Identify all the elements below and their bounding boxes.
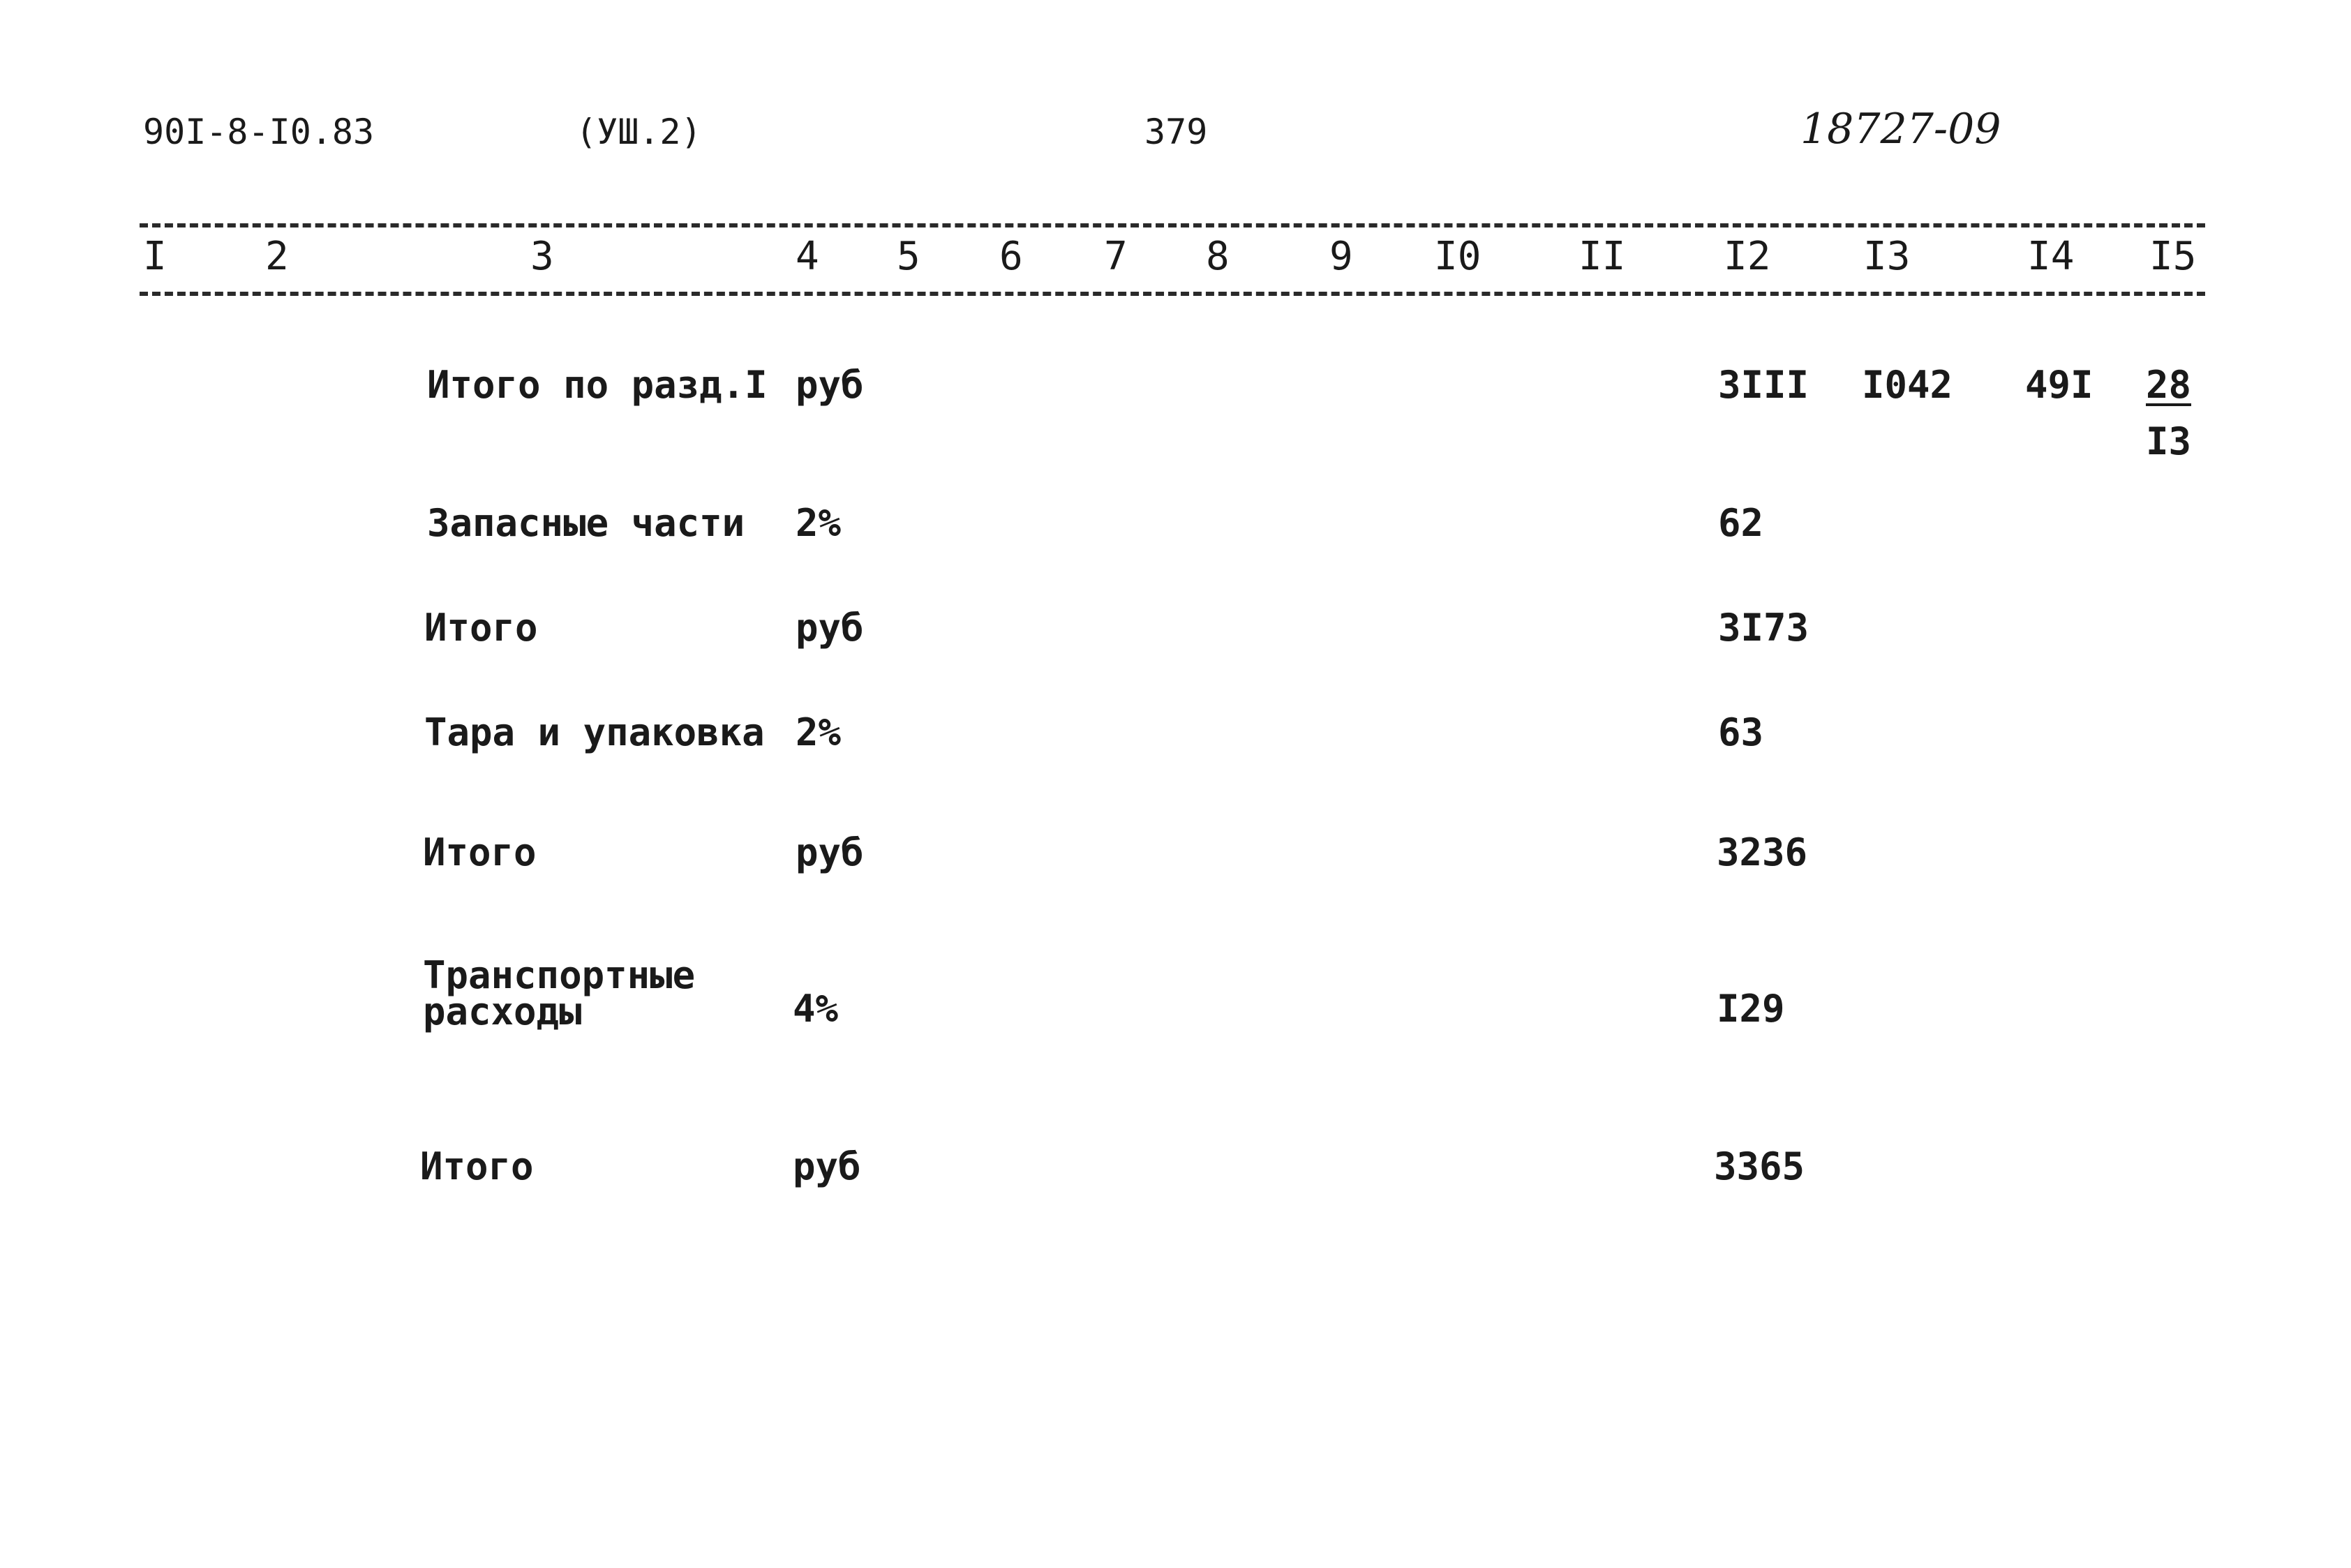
- column-number-7: 7: [1104, 234, 1128, 279]
- column-number-8: 8: [1206, 234, 1230, 279]
- row-label: Тара и упаковка: [424, 710, 765, 754]
- row-value-col14: 49I: [2025, 363, 2093, 407]
- row-value-col12: I29: [1717, 987, 1785, 1031]
- column-number-11: II: [1578, 234, 1626, 279]
- row-unit: 2%: [796, 501, 842, 545]
- column-number-3: 3: [530, 234, 554, 279]
- row-unit: руб: [793, 1144, 861, 1188]
- column-number-5: 5: [897, 234, 920, 279]
- fraction-denominator: I3: [2146, 419, 2192, 463]
- column-number-1: I: [143, 234, 167, 279]
- section-code: (УШ.2): [576, 112, 702, 152]
- row-label: Итого: [420, 1144, 534, 1188]
- row-label: [423, 953, 696, 1033]
- document-code: 90I-8-I0.83: [143, 112, 375, 152]
- row-value-col12: 3III: [1718, 363, 1809, 407]
- column-number-6: 6: [999, 234, 1023, 279]
- row-value-col12: 63: [1718, 710, 1764, 754]
- row-label: Итого: [423, 830, 537, 874]
- row-value-col12: 62: [1718, 501, 1764, 545]
- row-value-col12: 3I73: [1718, 606, 1809, 650]
- row-value-col12: 3236: [1717, 830, 1808, 874]
- row-unit: руб: [796, 363, 864, 407]
- row-value-col15-fraction: [2146, 363, 2191, 463]
- page-number: 379: [1144, 112, 1208, 152]
- handwritten-number: 18727-09: [1800, 105, 2001, 154]
- row-label-line-1: Транспортные: [423, 953, 696, 997]
- row-label: Итого: [424, 606, 538, 650]
- column-number-12: I2: [1724, 234, 1771, 279]
- row-label-line-2: расходы: [423, 990, 582, 1033]
- row-value-col13: I042: [1862, 363, 1953, 407]
- header-top-rule: [140, 223, 2205, 227]
- row-unit: руб: [796, 606, 864, 650]
- row-label: Запасные части: [427, 501, 745, 545]
- column-number-4: 4: [796, 234, 819, 279]
- fraction-numerator: 28: [2146, 363, 2192, 407]
- column-number-15: I5: [2149, 234, 2197, 279]
- row-label: Итого по разд.I: [427, 363, 768, 407]
- row-unit: 2%: [796, 710, 842, 754]
- column-number-2: 2: [265, 234, 289, 279]
- row-unit: руб: [796, 830, 864, 874]
- column-number-13: I3: [1863, 234, 1911, 279]
- row-unit: 4%: [793, 987, 839, 1031]
- column-number-14: I4: [2027, 234, 2075, 279]
- column-number-9: 9: [1329, 234, 1353, 279]
- header-bottom-rule: [140, 292, 2205, 296]
- column-number-10: I0: [1434, 234, 1481, 279]
- row-value-col12: 3365: [1714, 1144, 1805, 1188]
